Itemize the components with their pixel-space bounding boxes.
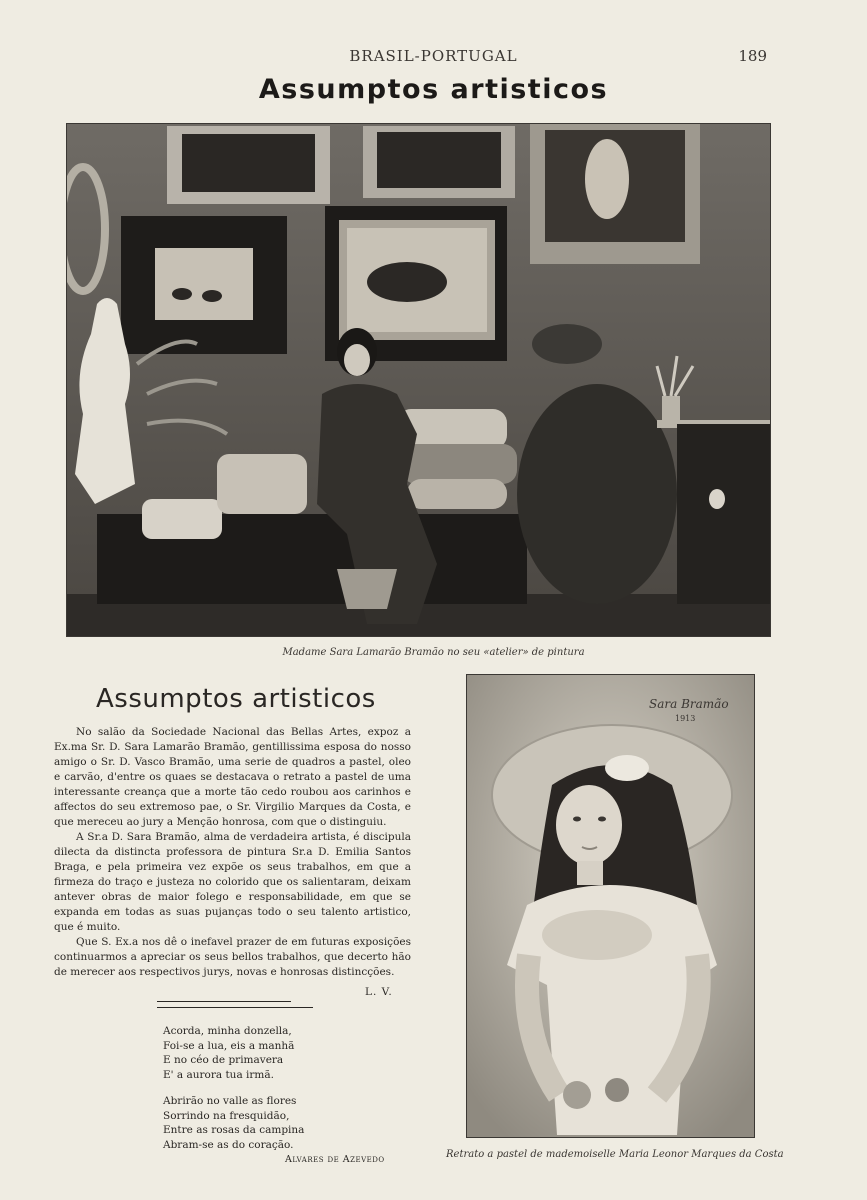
article-title: Assumptos artisticos (96, 684, 376, 714)
atelier-scene (67, 124, 770, 636)
portrait-artwork (467, 675, 754, 1137)
poem-stanza (163, 1024, 304, 1082)
poem-line: Abram-se as do coração. (163, 1138, 294, 1151)
poem-line: Sorrindo na fresquidão, (163, 1109, 290, 1122)
poem-line: Entre as rosas da campina (163, 1124, 305, 1136)
poem-author: Alvares de Azevedo (285, 1154, 385, 1165)
poem-line: Foi-se a lua, eis a manhã (163, 1039, 295, 1052)
pastel-portrait (466, 674, 755, 1138)
article-paragraph: Que S. Ex.a nos dê o inefavel prazer de em futuras exposições continuarmos a apreciar os seus bellos trabalhos, que decerto hão de merecer aos respectivos jurys, novas e honrosas distincções. (54, 936, 411, 978)
divider-rule (157, 1001, 291, 1002)
poem (163, 1024, 304, 1164)
page-headline: Assumptos artisticos (258, 74, 609, 105)
portrait-year: 1913 (675, 714, 696, 723)
poem-line: Acorda, minha donzella, (163, 1025, 292, 1037)
poem-line: E no céo de primavera (163, 1054, 284, 1066)
poem-line: E' a aurora tua irmã. (163, 1068, 274, 1081)
poem-stanza (163, 1094, 304, 1152)
page-number: 189 (738, 47, 767, 65)
atelier-photograph (66, 123, 771, 637)
article-body (54, 725, 411, 980)
divider-rule (157, 1007, 313, 1008)
poem-line: Abrirão no valle as flores (163, 1095, 297, 1107)
article-paragraph: A Sr.a D. Sara Bramão, alma de verdadeira artista, é discipula dilecta da distincta professora de pintura Sr.a D. Emilia Santos Braga, e pela primeira vez expõe os seus trabalhos, em que a firmeza do traço e justeza no colorido que os salientaram, deixam antever obras de maior folego e responsabilidade, em que se expanda em todas as suas pujanças todo o seu talento artistico, que é muito. (54, 831, 411, 933)
article-signature: L. V. (365, 986, 393, 998)
running-head: BRASIL-PORTUGAL (349, 47, 518, 65)
article-paragraph: No salão da Sociedade Nacional das Bellas Artes, expoz a Ex.ma Sr. D. Sara Lamarão Bramão, gentillissima esposa do nosso amigo o Sr. D. Vasco Bramão, uma serie de quadros a pastel, oleo e carvão, d'entre os quaes se destacava o retrato a pastel de uma interessante creança que a morte tão cedo roubou aos carinhos e affectos do seu extremoso pae, o Sr. Virgilio Marques da Costa, e que mereceu ao jury a Menção honrosa, com que o distinguiu. (54, 726, 411, 828)
portrait-caption: Retrato a pastel de mademoiselle Maria Leonor Marques da Costa (446, 1149, 784, 1160)
photo-caption: Madame Sara Lamarão Bramão no seu «atelier» de pintura (282, 647, 585, 658)
artist-signature: Sara Bramão (649, 697, 729, 711)
